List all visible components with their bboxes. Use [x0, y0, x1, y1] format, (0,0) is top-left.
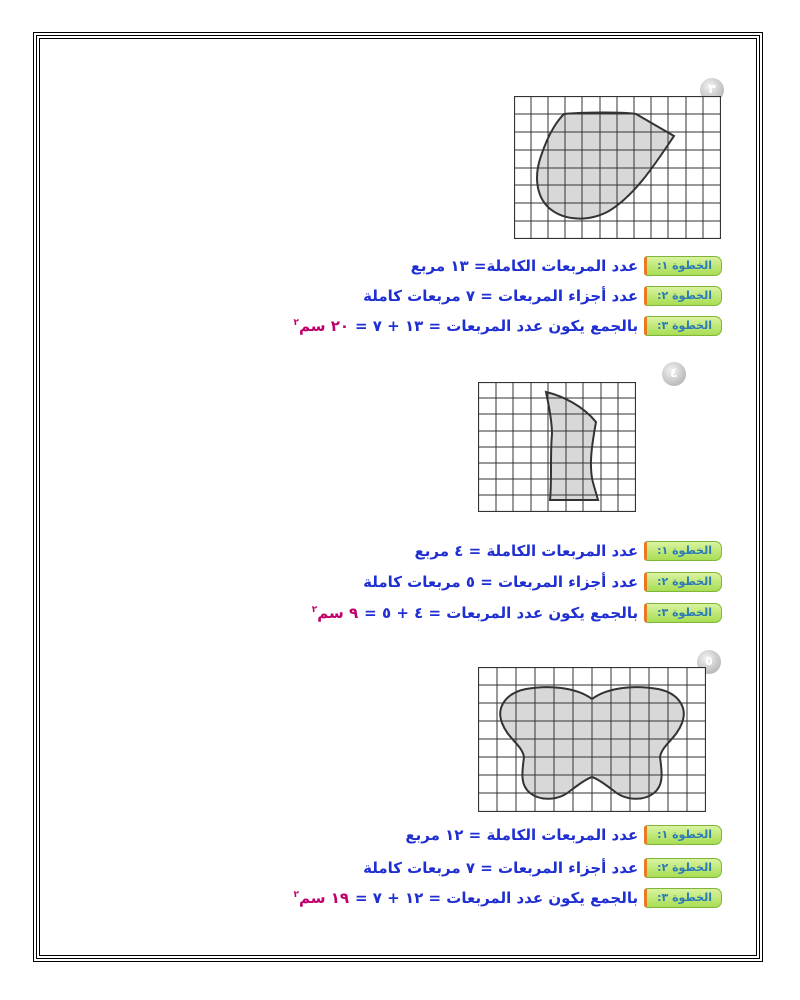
- step-line: [415, 539, 722, 563]
- step-line: [405, 823, 722, 847]
- step-result: [312, 604, 358, 622]
- step-badge: الخطوة ١:: [644, 256, 722, 276]
- step-badge: الخطوة ٢:: [644, 858, 722, 878]
- step-text: عدد أجزاء المربعات = ٧ مربعات كاملة: [363, 859, 639, 877]
- step-line: [363, 284, 722, 308]
- step-text: عدد أجزاء المربعات = ٧ مربعات كاملة: [363, 287, 639, 305]
- step-badge: الخطوة ٢:: [644, 572, 722, 592]
- step-badge: الخطوة ١:: [644, 541, 722, 561]
- step-text: بالجمع يكون عدد المربعات = ٤ + ٥ =: [364, 604, 639, 622]
- problem-number-4: ٤: [662, 362, 686, 386]
- result-superscript: ٢: [293, 318, 299, 328]
- step-badge: الخطوة ١:: [644, 825, 722, 845]
- result-superscript: ٢: [293, 890, 299, 900]
- step-line: [363, 570, 722, 594]
- step-result: [293, 889, 349, 907]
- step-line: [312, 601, 722, 625]
- step-text: عدد المربعات الكاملة = ٤ مربع: [414, 542, 639, 560]
- step-text: بالجمع يكون عدد المربعات = ١٣ + ٧ =: [355, 317, 639, 335]
- step-result: [293, 317, 349, 335]
- step-text: عدد المربعات الكاملة= ١٣ مربع: [410, 257, 639, 275]
- step-badge: الخطوة ٣:: [644, 603, 722, 623]
- result-superscript: ٢: [311, 605, 318, 615]
- result-value: ٩ سم: [317, 604, 359, 622]
- problem-number-5: ٥: [697, 650, 721, 674]
- step-line: [363, 856, 722, 880]
- grid-figure-vase: [478, 382, 636, 512]
- step-line: [293, 314, 722, 338]
- step-badge: الخطوة ٣:: [644, 316, 722, 336]
- step-line: [411, 254, 722, 278]
- step-text: بالجمع يكون عدد المربعات = ١٢ + ٧ =: [355, 889, 639, 907]
- step-text: عدد المربعات الكاملة = ١٢ مربع: [405, 826, 639, 844]
- grid-figure-butterfly: [478, 667, 706, 812]
- step-badge: الخطوة ٢:: [644, 286, 722, 306]
- problem-number-3: ٣: [700, 78, 724, 102]
- step-text: عدد أجزاء المربعات = ٥ مربعات كاملة: [363, 573, 639, 591]
- step-badge: الخطوة ٣:: [644, 888, 722, 908]
- grid-figure-leaf: [514, 96, 721, 239]
- result-value: ١٩ سم: [298, 889, 349, 907]
- result-value: ٢٠ سم: [298, 317, 349, 335]
- step-line: [293, 886, 722, 910]
